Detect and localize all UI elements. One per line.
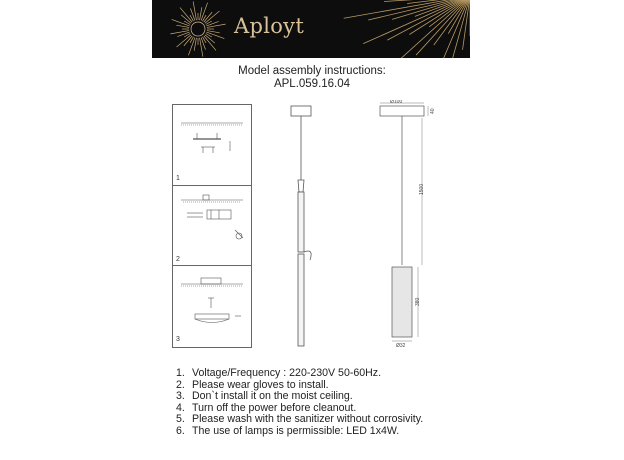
step-number: 1 <box>176 175 180 182</box>
dim-canopy-diameter: Ø100 <box>390 100 403 105</box>
dim-cable-length: 1500 <box>419 183 425 195</box>
brand-name: Aployt <box>234 14 305 38</box>
assembly-step-3 <box>173 265 251 346</box>
step-number: 2 <box>176 256 180 263</box>
sun-logo-icon <box>170 1 225 56</box>
lamp-front-view <box>291 106 311 346</box>
technical-drawing <box>280 100 440 352</box>
step-2-diagram <box>173 186 251 266</box>
assembly-step-2 <box>173 185 251 266</box>
step-1-diagram <box>173 105 251 185</box>
list-item: 4. Turn off the power before cleanout. <box>176 401 357 414</box>
sunburst-rays-icon <box>339 0 470 58</box>
list-item: 2. Please wear gloves to install. <box>176 378 329 391</box>
header-banner <box>152 0 470 58</box>
assembly-steps-panel <box>172 104 252 348</box>
dim-canopy-height: 40 <box>430 108 436 114</box>
step-number: 3 <box>176 336 180 343</box>
step-3-diagram <box>173 266 251 348</box>
sunburst-decoration <box>152 0 470 58</box>
dim-body-diameter: Ø32 <box>396 343 406 349</box>
list-item: 6. The use of lamps is permissible: LED 1x4W. <box>176 424 400 437</box>
list-item: 1. Voltage/Frequency : 220-230V 50-60Hz. <box>176 367 382 379</box>
dim-body-length: 380 <box>415 297 421 306</box>
document-title: Model assembly instructions: <box>238 65 386 77</box>
instructions-list <box>176 368 423 438</box>
model-number: APL.059.16.04 <box>273 78 351 90</box>
list-item: 3. Don`t install it on the moist ceiling. <box>176 390 353 403</box>
assembly-step-1 <box>173 105 251 185</box>
list-item: 5. Please wash with the sanitizer without corrosivity. <box>176 413 424 426</box>
